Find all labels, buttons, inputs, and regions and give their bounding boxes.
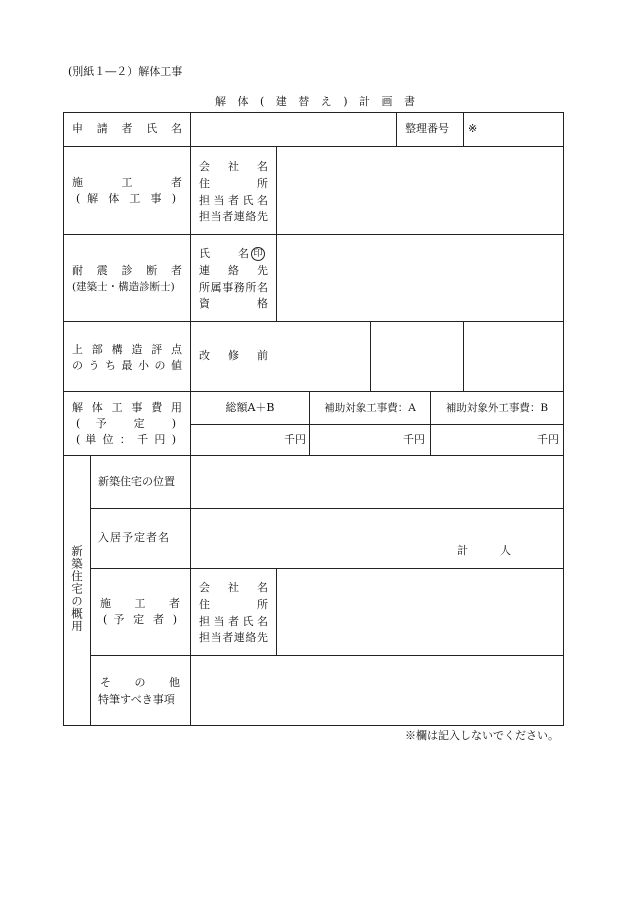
new-house-location-field[interactable] [191, 456, 563, 508]
attachment-label: (別紙１―２）解体工事 [68, 65, 183, 78]
diagnoser-contact-label: 連 絡 先 [199, 264, 268, 277]
cost-b-unit: 千円 [537, 433, 559, 446]
new-house-location-label: 新築住宅の位置 [98, 475, 175, 488]
residents-total-label: 計 [457, 544, 468, 557]
contractor-company-label: 会 社 名 [199, 160, 268, 173]
structure-score-label: 上 部 構 造 評 点 [72, 343, 182, 356]
builder-label: 施 工 者 [100, 597, 180, 610]
cost-total-header: 総額A＋B [225, 401, 275, 414]
contractor-address-label: 住 所 [199, 177, 268, 190]
new-house-side-label: 新築住宅の概用 [70, 545, 84, 633]
contractor-label: 施 工 者 [72, 176, 182, 189]
cost-label: 解 体 工 事 費 用 [72, 401, 182, 414]
other-field[interactable] [191, 656, 563, 725]
applicant-name-label: 申 請 者 氏 名 [72, 122, 182, 135]
other-sublabel: 特筆すべき事項 [98, 693, 175, 706]
builder-sublabel: ( 予 定 者 ) [103, 613, 177, 626]
cost-unit-label: ( 単 位 ： 千 円 ) [76, 433, 176, 446]
structure-score-field-3[interactable] [464, 322, 563, 391]
builder-company-label: 会 社 名 [199, 581, 268, 594]
form-title: 解 体 ( 建 替 え ) 計 画 書 [214, 95, 416, 108]
diagnoser-label: 耐 震 診 断 者 [72, 264, 182, 277]
cost-a-unit: 千円 [403, 433, 425, 446]
builder-address-label: 住 所 [199, 598, 268, 611]
cost-planned-label: ( 予 定 ) [76, 417, 176, 430]
diagnoser-qualification-label: 資 格 [199, 297, 268, 310]
applicant-name-field[interactable] [191, 113, 396, 146]
cost-b-field[interactable] [431, 425, 563, 455]
builder-contact-label: 担当者連絡先 [199, 631, 268, 644]
before-renovation-label: 改 修 前 [199, 349, 268, 362]
structure-score-sublabel: の う ち 最 小 の 値 [72, 359, 182, 372]
cost-total-field[interactable] [191, 425, 309, 455]
structure-score-field-2[interactable] [371, 322, 463, 391]
diagnoser-name-label: 氏 名 [199, 247, 249, 260]
seal-mark: 印 [251, 247, 265, 261]
other-label: そ の 他 [100, 676, 180, 689]
footer-note: ※欄は記入しないでください。 [405, 729, 559, 742]
cost-a-field[interactable] [310, 425, 430, 455]
builder-person-label: 担当者氏名 [199, 615, 268, 628]
contractor-sublabel: ( 解 体 工 事 ) [76, 192, 176, 205]
contractor-person-label: 担当者氏名 [199, 194, 268, 207]
residents-label: 入居予定者名 [98, 531, 170, 544]
diagnoser-sublabel: (建築士・構造診断士) [72, 281, 175, 293]
builder-field[interactable] [277, 569, 563, 655]
diagnoser-office-label: 所属事務所名 [199, 281, 268, 294]
registration-number-mark: ※ [468, 122, 478, 135]
cost-b-header: 補助対象外工事費：B [445, 402, 549, 414]
residents-unit: 人 [500, 544, 511, 557]
registration-number-label: 整理番号 [405, 122, 449, 135]
contractor-field[interactable] [277, 147, 563, 234]
contractor-contact-label: 担当者連絡先 [199, 210, 268, 223]
structure-score-field-1[interactable] [277, 322, 370, 391]
cost-a-header: 補助対象工事費：A [324, 402, 416, 414]
diagnoser-field[interactable] [277, 235, 563, 321]
cost-total-unit: 千円 [284, 433, 306, 446]
